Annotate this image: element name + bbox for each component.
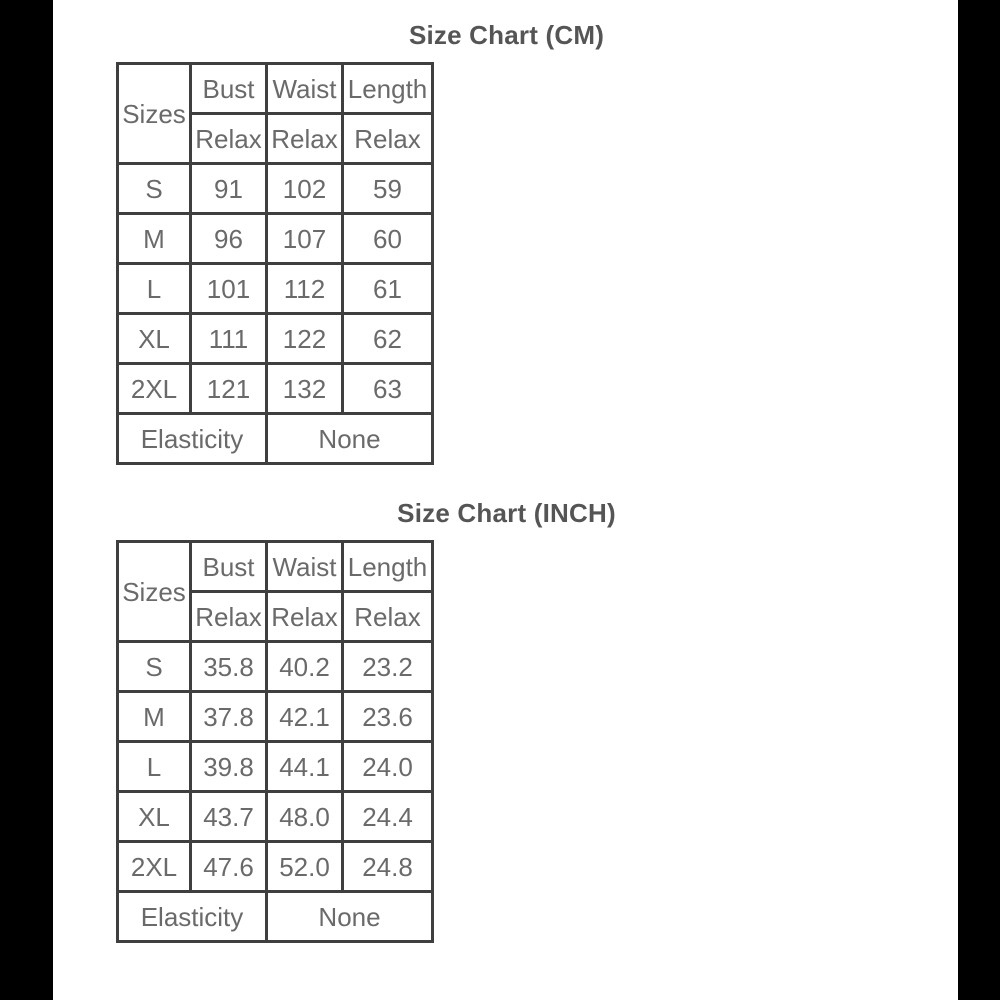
waist-cell: 52.0 (267, 842, 343, 892)
inch-size-table (116, 540, 434, 943)
table-header-row (118, 542, 433, 592)
elasticity-row (118, 892, 433, 942)
waist-cell: 112 (267, 264, 343, 314)
waist-cell: 40.2 (267, 642, 343, 692)
elasticity-value: None (267, 892, 433, 942)
size-cell: 2XL (118, 842, 191, 892)
length-cell: 23.2 (343, 642, 433, 692)
sizes-header-cell: Sizes (118, 542, 191, 642)
size-cell: S (118, 642, 191, 692)
length-cell: 63 (343, 364, 433, 414)
length-cell: 23.6 (343, 692, 433, 742)
length-header-cell: Length (343, 542, 433, 592)
bust-cell: 47.6 (191, 842, 267, 892)
size-cell: S (118, 164, 191, 214)
waist-cell: 102 (267, 164, 343, 214)
elasticity-label: Elasticity (118, 414, 267, 464)
size-cell: M (118, 214, 191, 264)
elasticity-row (118, 414, 433, 464)
length-cell: 24.0 (343, 742, 433, 792)
length-cell: 24.4 (343, 792, 433, 842)
bust-header-cell: Bust (191, 542, 267, 592)
table-header-row (118, 64, 433, 114)
bust-cell: 39.8 (191, 742, 267, 792)
bust-cell: 96 (191, 214, 267, 264)
cm-chart-title: Size Chart (CM) (408, 20, 605, 50)
bust-cell: 111 (191, 314, 267, 364)
waist-cell: 42.1 (267, 692, 343, 742)
bust-cell: 43.7 (191, 792, 267, 842)
waist-cell: 122 (267, 314, 343, 364)
cm-size-table (116, 62, 434, 465)
bust-header-cell: Bust (191, 64, 267, 114)
elasticity-label: Elasticity (118, 892, 267, 942)
sizes-header-cell: Sizes (118, 64, 191, 164)
length-cell: 24.8 (343, 842, 433, 892)
table-row (118, 214, 433, 264)
length-cell: 60 (343, 214, 433, 264)
length-header-cell: Length (343, 64, 433, 114)
waist-cell: 44.1 (267, 742, 343, 792)
table-row (118, 792, 433, 842)
table-row (118, 742, 433, 792)
size-chart-page (53, 0, 958, 1000)
waist-header-cell: Waist (267, 542, 343, 592)
waist-cell: 107 (267, 214, 343, 264)
bust-cell: 101 (191, 264, 267, 314)
bust-cell: 35.8 (191, 642, 267, 692)
length-fit-cell: Relax (343, 592, 433, 642)
waist-fit-cell: Relax (267, 114, 343, 164)
bust-cell: 121 (191, 364, 267, 414)
size-cell: M (118, 692, 191, 742)
size-cell: L (118, 742, 191, 792)
table-row (118, 842, 433, 892)
waist-fit-cell: Relax (267, 592, 343, 642)
table-row (118, 314, 433, 364)
table-row (118, 364, 433, 414)
elasticity-value: None (267, 414, 433, 464)
waist-header-cell: Waist (267, 64, 343, 114)
table-row (118, 642, 433, 692)
size-cell: XL (118, 314, 191, 364)
bust-fit-cell: Relax (191, 592, 267, 642)
waist-cell: 132 (267, 364, 343, 414)
table-row (118, 264, 433, 314)
length-fit-cell: Relax (343, 114, 433, 164)
length-cell: 59 (343, 164, 433, 214)
length-cell: 61 (343, 264, 433, 314)
table-row (118, 692, 433, 742)
bust-cell: 91 (191, 164, 267, 214)
size-cell: 2XL (118, 364, 191, 414)
size-cell: L (118, 264, 191, 314)
length-cell: 62 (343, 314, 433, 364)
inch-chart-title: Size Chart (INCH) (397, 498, 616, 528)
bust-fit-cell: Relax (191, 114, 267, 164)
table-row (118, 164, 433, 214)
bust-cell: 37.8 (191, 692, 267, 742)
waist-cell: 48.0 (267, 792, 343, 842)
size-cell: XL (118, 792, 191, 842)
